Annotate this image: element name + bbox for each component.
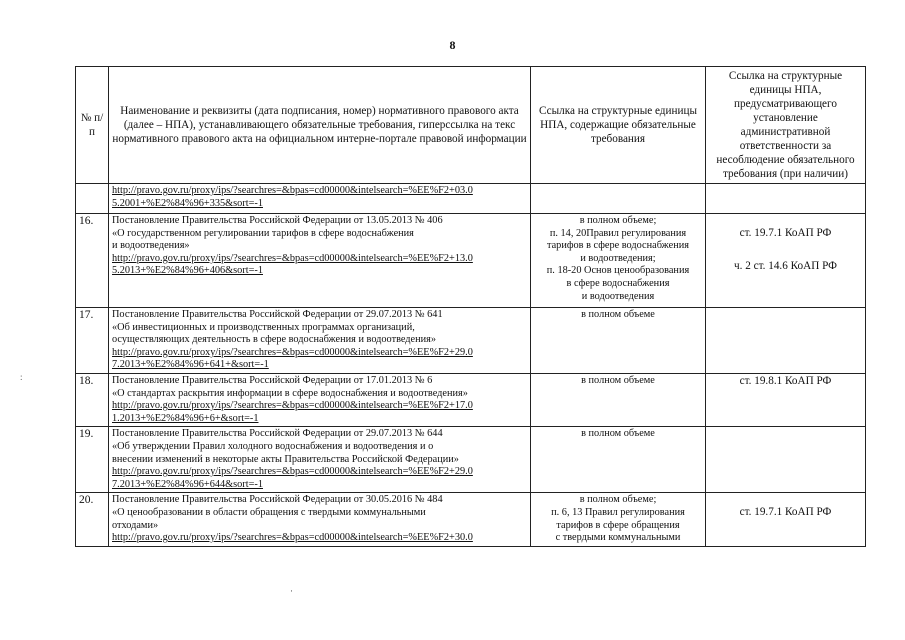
npa-title-line: «Об утверждении Правил холодного водоснабжения и водоотведения и о [112, 440, 434, 452]
npa-title-line: Постановление Правительства Российской Федерации от 17.01.2013 № 6 [112, 375, 433, 386]
row-number: 19. [76, 427, 109, 493]
units-line: в полном объеме [581, 309, 655, 320]
units-line: в полном объеме; [579, 494, 657, 506]
table-row [76, 308, 866, 374]
npa-link-line[interactable]: http://pravo.gov.ru/proxy/ips/?searchres=&bpas=cd00000&intelsearch=%EE%F2+13.0 [112, 252, 473, 264]
units-line: п. 6, 13 Правил регулирования [551, 506, 685, 518]
npa-title-line: и водоотведения» [112, 240, 190, 252]
npa-title-line: Постановление Правительства Российской Федерации от 29.07.2013 № 641 [112, 309, 443, 320]
cell-responsibility [706, 214, 866, 308]
cell-name [109, 493, 531, 546]
cell-responsibility [706, 374, 866, 427]
units-line: п. 18-20 Основ ценообразования [546, 265, 690, 277]
npa-link-line[interactable]: 1.2013+%E2%84%96+6+&sort=-1 [112, 412, 259, 424]
npa-link-line[interactable]: 7.2013+%E2%84%96+644&sort=-1 [112, 478, 263, 490]
cell-name [109, 427, 531, 493]
cell-units [531, 214, 706, 308]
responsibility-line: ч. 2 ст. 14.6 КоАП РФ [734, 259, 837, 272]
units-line: в полном объеме [581, 428, 655, 440]
npa-title-line: «О стандартах раскрытия информации в сфере водоснабжения и водоотведения» [112, 387, 468, 399]
cell-responsibility [706, 308, 866, 374]
row-number: 20. [76, 493, 109, 546]
responsibility-line: ст. 19.8.1 КоАП РФ [739, 375, 832, 387]
row-number: 17. [76, 308, 109, 374]
page-number: 8 [449, 38, 456, 52]
npa-link-line[interactable]: 5.2001+%E2%84%96+335&sort=-1 [112, 197, 263, 209]
npa-title-line: «Об инвестиционных и производственных программах организаций, [112, 321, 415, 333]
units-line: п. 14, 20Правил регулирования [549, 227, 687, 239]
units-line: в сфере водоснабжения [566, 277, 670, 289]
responsibility-line: ст. 19.7.1 КоАП РФ [739, 227, 832, 239]
npa-link-line[interactable]: 7.2013+%E2%84%96+641+&sort=-1 [112, 359, 269, 371]
cell-units [531, 374, 706, 427]
table-row-continuation [76, 184, 866, 214]
npa-title-line: Постановление Правительства Российской Федерации от 30.05.2016 № 484 [112, 494, 443, 506]
cell-units [531, 184, 706, 214]
cell-units [531, 308, 706, 374]
npa-link-line[interactable]: 5.2013+%E2%84%96+406&sort=-1 [112, 265, 263, 277]
npa-link-line[interactable]: http://pravo.gov.ru/proxy/ips/?searchres=&bpas=cd00000&intelsearch=%EE%F2+30.0 [112, 532, 473, 544]
table-row [76, 374, 866, 427]
npa-link-line[interactable]: http://pravo.gov.ru/proxy/ips/?searchres=&bpas=cd00000&intelsearch=%EE%F2+03.0 [112, 185, 473, 196]
table-row [76, 493, 866, 546]
units-line: и водоотведения; [580, 252, 656, 264]
npa-link-line[interactable]: http://pravo.gov.ru/proxy/ips/?searchres=&bpas=cd00000&intelsearch=%EE%F2+17.0 [112, 400, 473, 412]
units-line: и водоотведения [581, 290, 655, 302]
npa-title-line: «О ценообразовании в области обращения с твердыми коммунальными [112, 506, 426, 518]
cell-num [76, 184, 109, 214]
cell-units [531, 493, 706, 546]
units-line: тарифов в сфере водоснабжения [546, 240, 689, 252]
npa-table [75, 66, 866, 547]
header-num: № п/п [76, 67, 109, 184]
cell-name [109, 184, 531, 214]
cell-responsibility [706, 427, 866, 493]
cell-units [531, 427, 706, 493]
scan-mark: · [290, 586, 293, 596]
table-row [76, 427, 866, 493]
responsibility-line: ст. 19.7.1 КоАП РФ [739, 506, 832, 519]
cell-responsibility [706, 493, 866, 546]
npa-title-line: «О государственном регулировании тарифов в сфере водоснабжения [112, 227, 414, 239]
cell-name [109, 214, 531, 308]
cell-responsibility [706, 184, 866, 214]
margin-mark: : [20, 372, 23, 382]
npa-title-line: осуществляющих деятельность в сфере водоснабжения и водоотведения» [112, 334, 437, 346]
table-row [76, 214, 866, 308]
table-header-row [76, 67, 866, 184]
cell-name [109, 308, 531, 374]
units-line: в полном объеме [581, 375, 655, 386]
row-number: 18. [76, 374, 109, 427]
npa-title-line: внесении изменений в некоторые акты Правительства Российской Федерации» [112, 453, 459, 465]
units-line: тарифов в сфере обращения [556, 519, 680, 531]
row-number: 16. [76, 214, 109, 308]
header-units: Ссылка на структурные единицы НПА, содержащие обязательные требования [531, 67, 706, 184]
npa-link-line[interactable]: http://pravo.gov.ru/proxy/ips/?searchres=&bpas=cd00000&intelsearch=%EE%F2+29.0 [112, 346, 473, 358]
npa-link-line[interactable]: http://pravo.gov.ru/proxy/ips/?searchres=&bpas=cd00000&intelsearch=%EE%F2+29.0 [112, 466, 473, 478]
header-name: Наименование и реквизиты (дата подписания, номер) нормативного правового акта (далее – НПА), устанавливающего обязательные требования, гиперссылка на текс нормативного правового акта на официальном интерне-портале правовой информации [109, 67, 531, 184]
npa-title-line: Постановление Правительства Российской Федерации от 13.05.2013 № 406 [112, 215, 443, 226]
cell-name [109, 374, 531, 427]
units-line: с твердыми коммунальными [555, 532, 681, 544]
npa-title-line: отходами» [112, 519, 159, 531]
units-line: в полном объеме; [579, 215, 657, 226]
npa-title-line: Постановление Правительства Российской Федерации от 29.07.2013 № 644 [112, 428, 443, 440]
header-responsibility: Ссылка на структурные единицы НПА, предусматривающего установление административной ответственности за несоблюдение обязательного требования (при наличии) [706, 67, 866, 184]
